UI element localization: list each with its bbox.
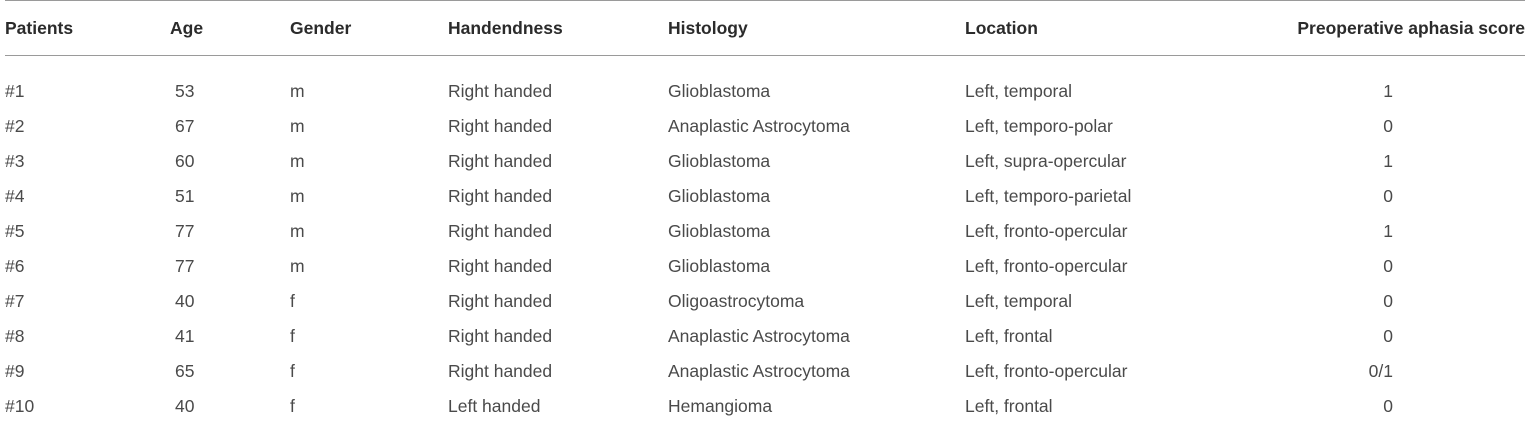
cell-histology: Glioblastoma [668, 151, 771, 171]
table-row [5, 214, 1525, 249]
cell-patient: #1 [5, 81, 25, 101]
cell-location: Left, frontal [965, 326, 1053, 346]
cell-patient: #7 [5, 291, 25, 311]
cell-histology: Glioblastoma [668, 186, 771, 206]
cell-handedness: Left handed [448, 396, 541, 416]
cell-gender: m [290, 256, 305, 276]
cell-handedness: Right handed [448, 186, 553, 206]
cell-age: 65 [175, 361, 195, 381]
cell-aphasia-score: 1 [1383, 151, 1393, 171]
header-row [5, 1, 1525, 56]
cell-age: 77 [175, 256, 195, 276]
cell-aphasia-score: 0 [1383, 116, 1393, 136]
table-row [5, 389, 1525, 424]
cell-age: 67 [175, 116, 195, 136]
cell-location: Left, fronto-opercular [965, 221, 1128, 241]
cell-age: 60 [175, 151, 195, 171]
cell-gender: m [290, 116, 305, 136]
table-row [5, 354, 1525, 389]
cell-histology: Anaplastic Astrocytoma [668, 116, 850, 136]
cell-patient: #6 [5, 256, 25, 276]
table-row [5, 179, 1525, 214]
table-row [5, 144, 1525, 179]
cell-aphasia-score: 0 [1383, 326, 1393, 346]
cell-age: 40 [175, 291, 195, 311]
cell-age: 40 [175, 396, 195, 416]
cell-location: Left, frontal [965, 396, 1053, 416]
cell-histology: Glioblastoma [668, 81, 771, 101]
cell-gender: f [290, 396, 295, 416]
header-aphasia-score: Preoperative aphasia score [1225, 1, 1525, 56]
header-age: Age [170, 1, 290, 56]
cell-handedness: Right handed [448, 81, 553, 101]
cell-histology: Anaplastic Astrocytoma [668, 326, 850, 346]
cell-handedness: Right handed [448, 256, 553, 276]
table-row [5, 249, 1525, 284]
cell-location: Left, temporo-parietal [965, 186, 1132, 206]
table-row [5, 284, 1525, 319]
cell-location: Left, supra-opercular [965, 151, 1127, 171]
cell-histology: Glioblastoma [668, 221, 771, 241]
cell-gender: f [290, 361, 295, 381]
cell-location: Left, fronto-opercular [965, 256, 1128, 276]
cell-patient: #2 [5, 116, 25, 136]
table-header [5, 1, 1525, 56]
cell-aphasia-score: 0 [1383, 291, 1393, 311]
cell-patient: #5 [5, 221, 25, 241]
table-row [5, 319, 1525, 354]
cell-patient: #9 [5, 361, 25, 381]
table-body [5, 56, 1525, 425]
cell-gender: f [290, 326, 295, 346]
cell-handedness: Right handed [448, 116, 553, 136]
cell-aphasia-score: 1 [1383, 81, 1393, 101]
cell-patient: #8 [5, 326, 25, 346]
cell-gender: m [290, 186, 305, 206]
header-gender: Gender [290, 1, 448, 56]
cell-handedness: Right handed [448, 221, 553, 241]
header-histology: Histology [668, 1, 965, 56]
cell-gender: m [290, 81, 305, 101]
cell-aphasia-score: 0/1 [1368, 361, 1393, 381]
cell-histology: Anaplastic Astrocytoma [668, 361, 850, 381]
cell-histology: Glioblastoma [668, 256, 771, 276]
cell-aphasia-score: 0 [1383, 256, 1393, 276]
cell-location: Left, temporo-polar [965, 116, 1113, 136]
cell-location: Left, temporal [965, 81, 1072, 101]
cell-gender: m [290, 221, 305, 241]
cell-handedness: Right handed [448, 326, 553, 346]
cell-patient: #3 [5, 151, 25, 171]
cell-handedness: Right handed [448, 151, 553, 171]
header-location: Location [965, 1, 1225, 56]
cell-location: Left, temporal [965, 291, 1072, 311]
cell-aphasia-score: 1 [1383, 221, 1393, 241]
cell-aphasia-score: 0 [1383, 186, 1393, 206]
cell-age: 41 [175, 326, 195, 346]
cell-histology: Hemangioma [668, 396, 773, 416]
header-patients: Patients [5, 1, 170, 56]
table-row [5, 56, 1525, 110]
cell-gender: m [290, 151, 305, 171]
cell-handedness: Right handed [448, 291, 553, 311]
cell-location: Left, fronto-opercular [965, 361, 1128, 381]
cell-gender: f [290, 291, 295, 311]
cell-age: 51 [175, 186, 195, 206]
cell-patient: #4 [5, 186, 25, 206]
header-handedness: Handendness [448, 1, 668, 56]
cell-patient: #10 [5, 396, 35, 416]
cell-handedness: Right handed [448, 361, 553, 381]
patient-characteristics-table [5, 0, 1525, 424]
cell-age: 53 [175, 81, 195, 101]
cell-age: 77 [175, 221, 195, 241]
cell-aphasia-score: 0 [1383, 396, 1393, 416]
cell-histology: Oligoastrocytoma [668, 291, 805, 311]
table-row [5, 109, 1525, 144]
